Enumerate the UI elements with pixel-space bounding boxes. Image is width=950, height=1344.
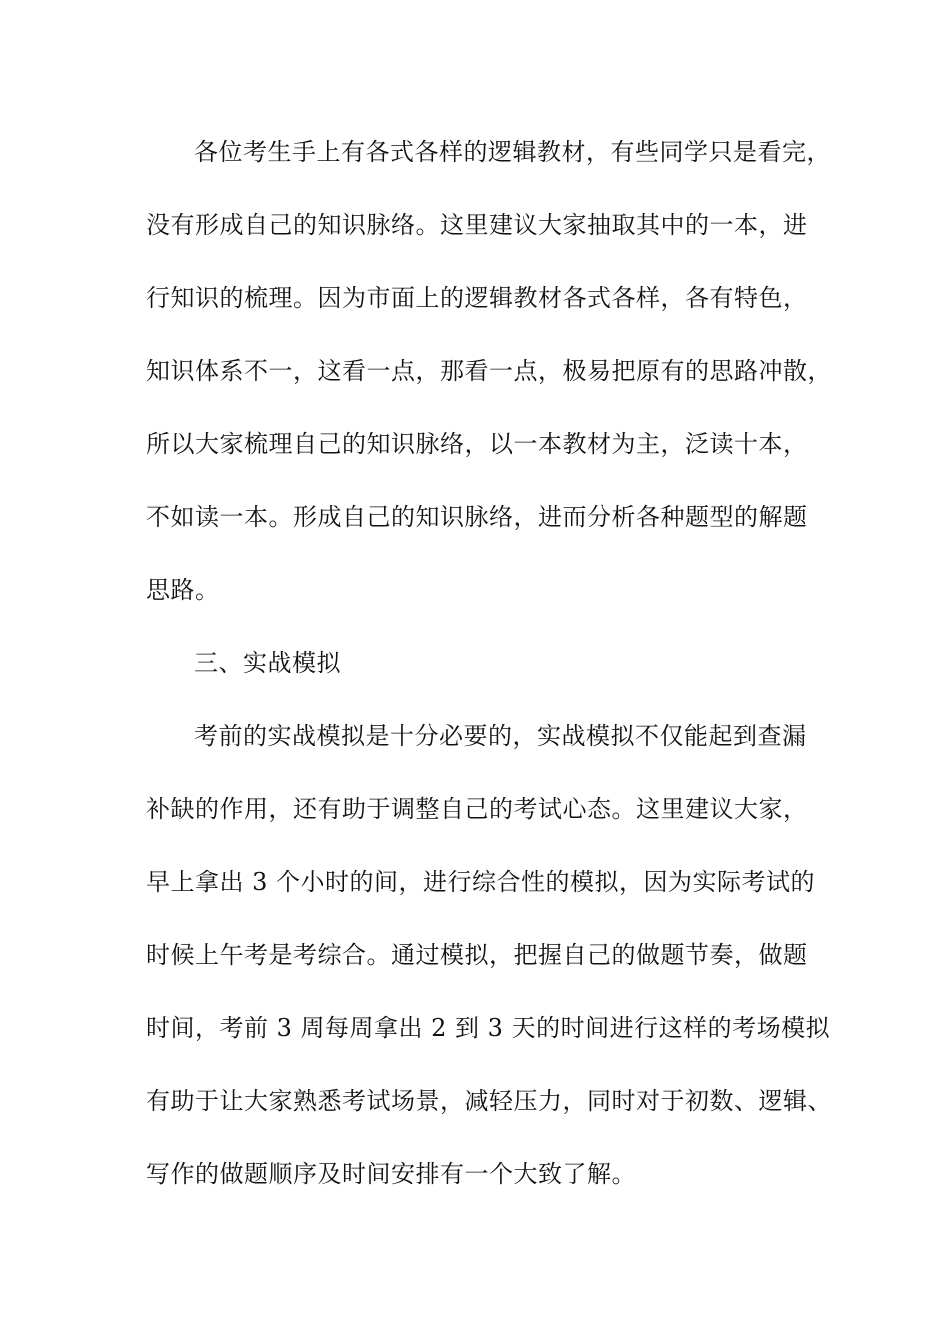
paragraph-line-10: 早上拿出 3 个小时的间，进行综合性的模拟，因为实际考试的: [146, 868, 816, 896]
paragraph-line-14: 写作的做题顺序及时间安排有一个大致了解。: [146, 1160, 636, 1188]
paragraph-line-13: 有助于让大家熟悉考试场景，减轻压力，同时对于初数、逻辑、: [146, 1087, 832, 1115]
paragraph-line-6: 不如读一本。形成自己的知识脉络，进而分析各种题型的解题: [146, 503, 808, 531]
paragraph-line-5: 所以大家梳理自己的知识脉络，以一本教材为主，泛读十本，: [146, 430, 808, 458]
paragraph-line-3: 行知识的梳理。因为市面上的逻辑教材各式各样，各有特色，: [146, 284, 808, 312]
paragraph-line-11: 时候上午考是考综合。通过模拟，把握自己的做题节奏，做题: [146, 941, 808, 969]
paragraph-line-4: 知识体系不一，这看一点，那看一点，极易把原有的思路冲散，: [146, 357, 832, 385]
paragraph-line-12: 时间，考前 3 周每周拿出 2 到 3 天的时间进行这样的考场模拟: [146, 1014, 831, 1042]
paragraph-line-8: 考前的实战模拟是十分必要的，实战模拟不仅能起到查漏: [194, 722, 807, 750]
paragraph-line-1: 各位考生手上有各式各样的逻辑教材，有些同学只是看完，: [194, 138, 831, 166]
paragraph-line-2: 没有形成自己的知识脉络。这里建议大家抽取其中的一本，进: [146, 211, 808, 239]
paragraph-line-7: 思路。: [146, 576, 220, 604]
paragraph-line-9: 补缺的作用，还有助于调整自己的考试心态。这里建议大家，: [146, 795, 808, 823]
section-heading: 三、实战模拟: [194, 649, 341, 677]
